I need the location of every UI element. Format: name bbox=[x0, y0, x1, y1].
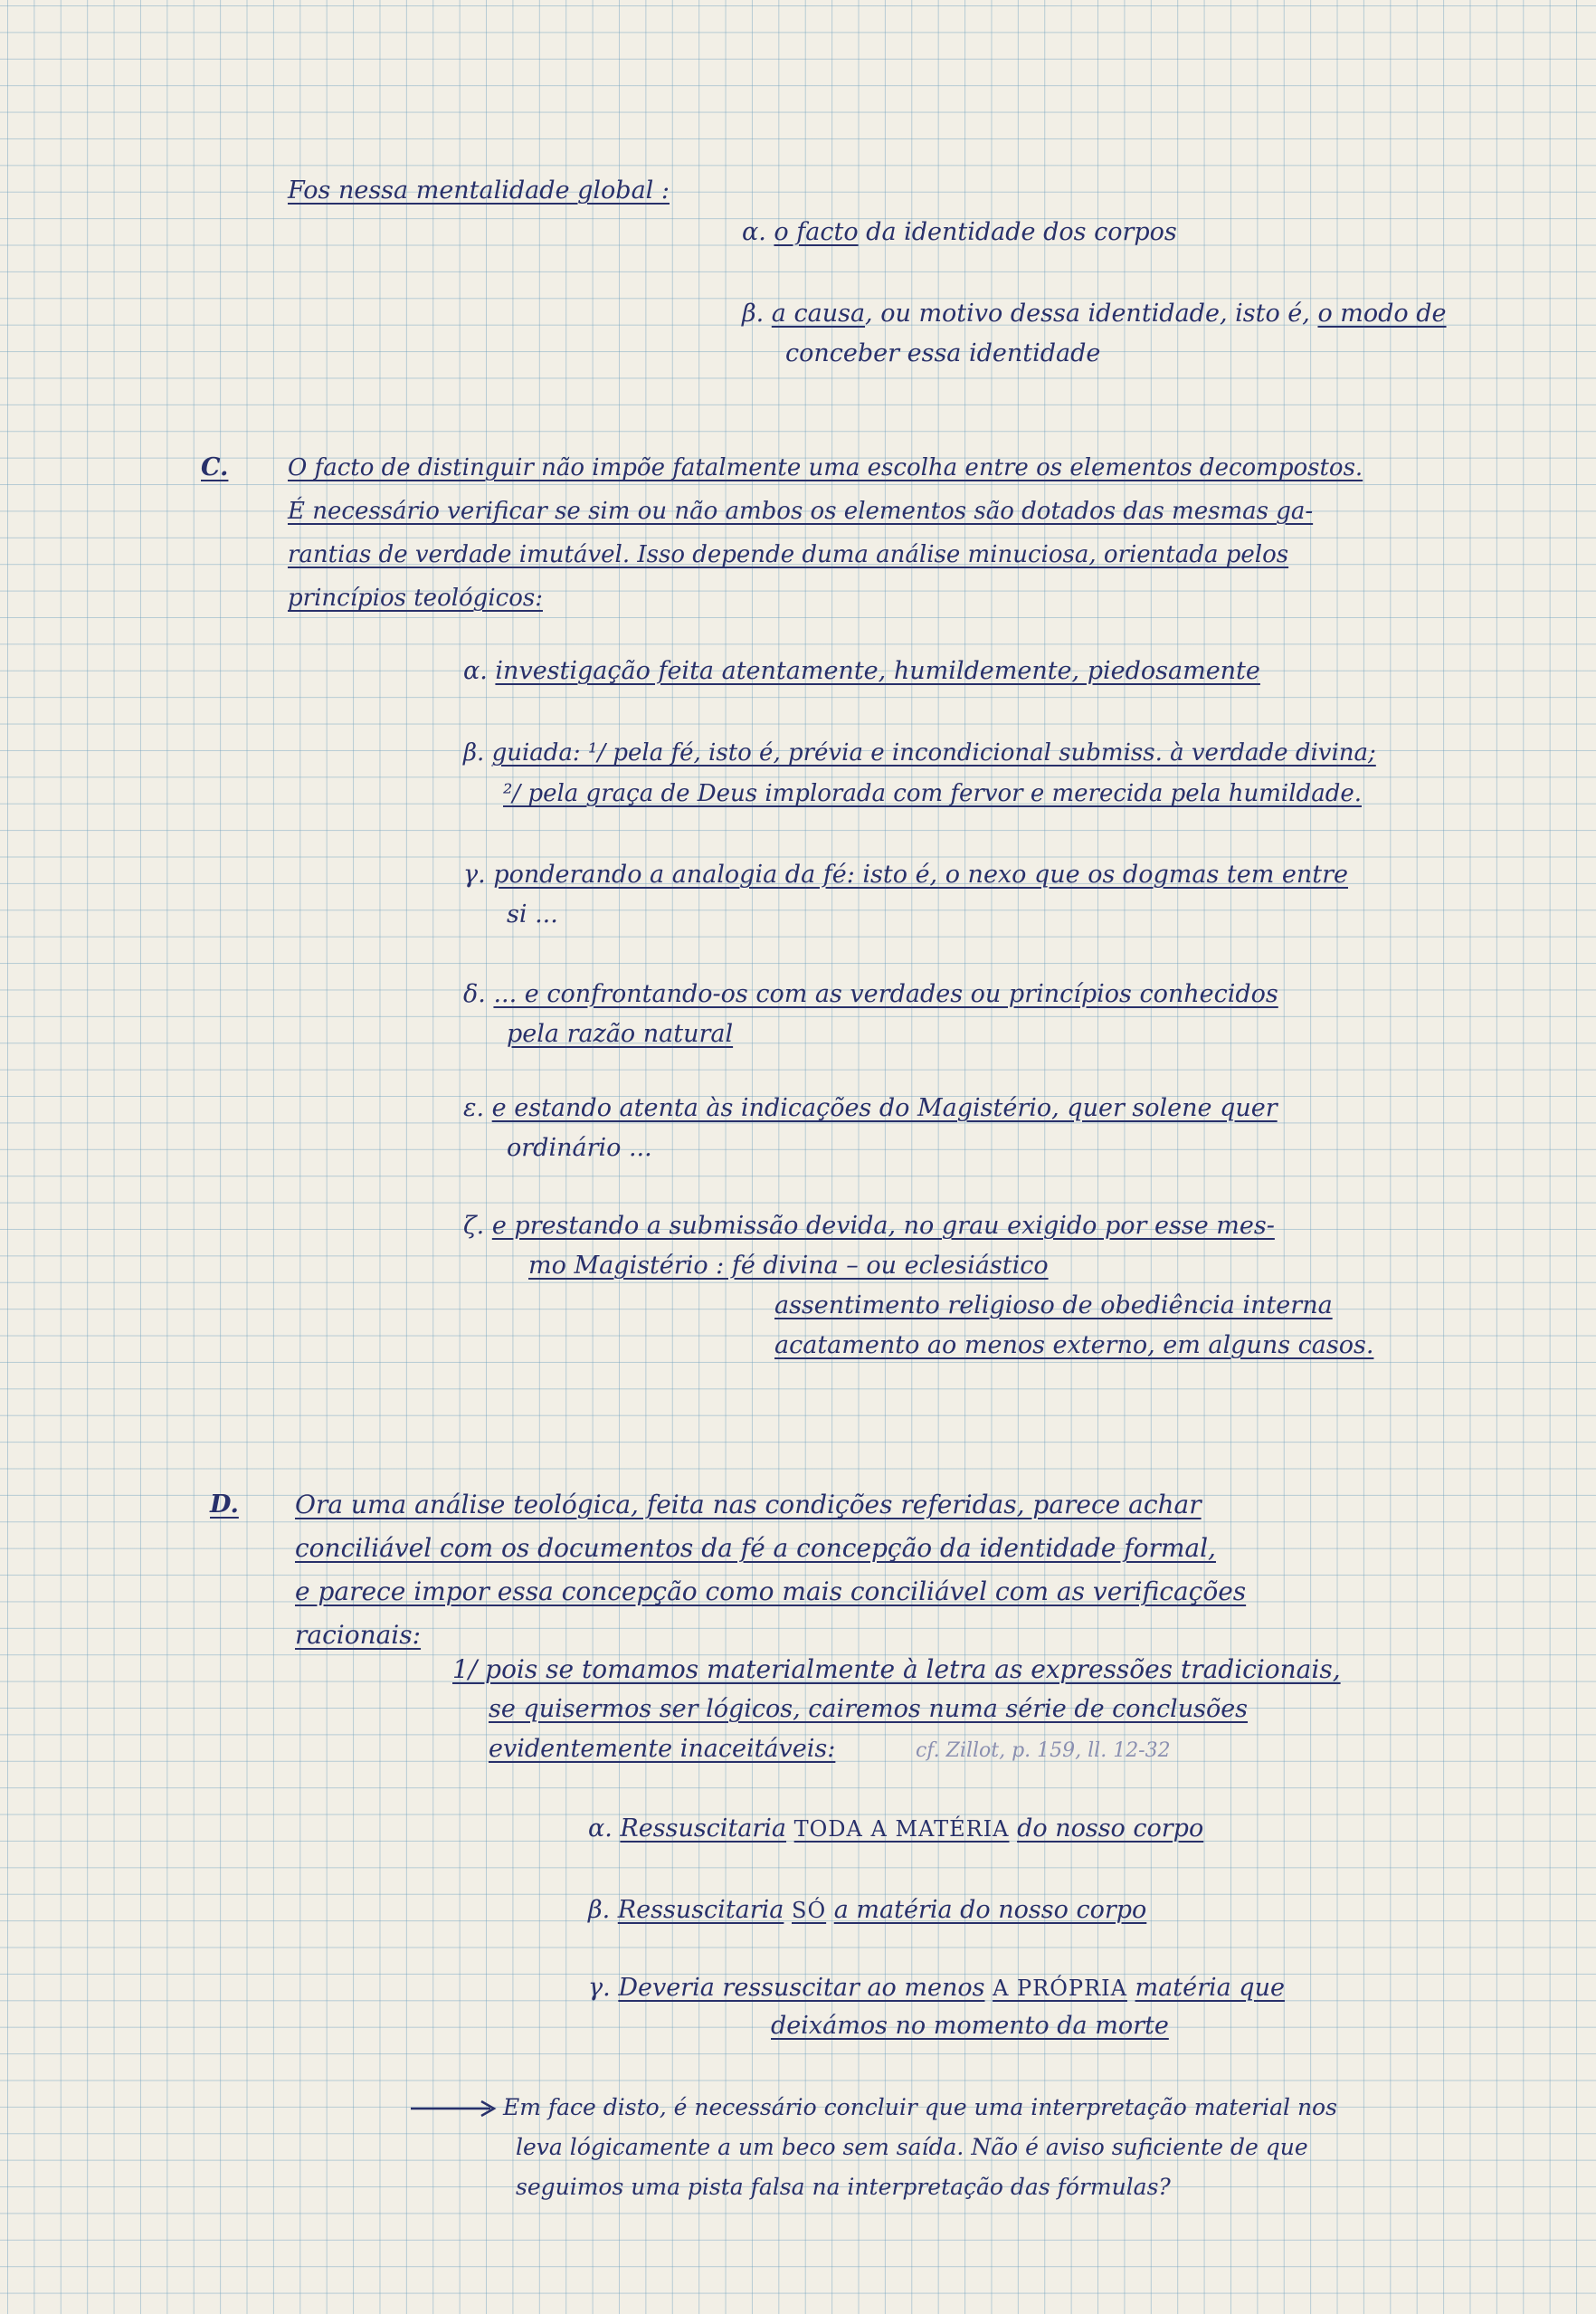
list-item-zeta-line4: acatamento ao menos externo, em alguns casos. bbox=[774, 1331, 1374, 1359]
consequence-alpha bbox=[588, 1814, 1203, 1844]
item-mark: γ. bbox=[463, 861, 486, 889]
list-item-delta-line2: pela razão natural bbox=[507, 1020, 734, 1048]
reasoning-text: evidentemente inaceitáveis: bbox=[489, 1735, 836, 1763]
item-mark: α. bbox=[463, 657, 488, 685]
item-mark: δ. bbox=[463, 980, 486, 1008]
section-d-label: D. bbox=[210, 1490, 239, 1519]
section-c-line: É necessário verificar se sim ou não ambos os elementos são dotados das mesmas ga- bbox=[288, 498, 1314, 525]
item-mark: ζ. bbox=[463, 1212, 485, 1240]
list-item-alpha bbox=[463, 656, 1260, 687]
section-d-line: conciliável com os documentos da fé a concepção da identidade formal, bbox=[295, 1533, 1216, 1563]
underlined-text: o facto bbox=[774, 218, 859, 246]
underlined-text: a causa bbox=[771, 300, 866, 328]
list-item-zeta-line3: assentimento religioso de obediência interna bbox=[774, 1291, 1333, 1319]
section-d-line: Ora uma análise teológica, feita nas condições referidas, parece achar bbox=[295, 1490, 1202, 1519]
emphasis-caps: A PRÓPRIA bbox=[993, 1976, 1127, 2001]
item-text: Ressuscitaria bbox=[620, 1814, 787, 1843]
list-item-zeta bbox=[463, 1211, 1275, 1242]
emphasis-caps: TODA A MATÉRIA bbox=[793, 1816, 1010, 1842]
list-item-gamma bbox=[463, 860, 1348, 890]
section-d-line: e parece impor essa concepção como mais conciliável com as verificações bbox=[295, 1576, 1247, 1606]
section-c-line: O facto de distinguir não impõe fatalmente uma escolha entre os elementos decompostos. bbox=[288, 454, 1363, 481]
list-item-epsilon-line2: ordinário ... bbox=[507, 1134, 652, 1162]
item-text: matéria que bbox=[1135, 1974, 1285, 2002]
item-text: Ressuscitaria bbox=[617, 1896, 784, 1924]
item-text: da identidade dos corpos bbox=[858, 218, 1177, 246]
item-mark: α. bbox=[742, 218, 766, 246]
section-c-line: rantias de verdade imutável. Isso depende duma análise minuciosa, orientada pelos bbox=[288, 541, 1289, 568]
underlined-text: o modo de bbox=[1317, 300, 1447, 328]
item-text: Deveria ressuscitar ao menos bbox=[618, 1974, 985, 2002]
consequence-gamma-line2: deixámos no momento da morte bbox=[771, 2012, 1169, 2040]
reasoning-line: 1/ pois se tomamos materialmente à letra as expressões tradicionais, bbox=[452, 1654, 1341, 1684]
item-mark: γ. bbox=[588, 1974, 611, 2002]
intro-beta bbox=[742, 299, 1447, 329]
list-item-beta bbox=[463, 738, 1376, 768]
arrow-icon bbox=[409, 2098, 499, 2119]
list-item-delta bbox=[463, 979, 1278, 1010]
section-d-line: racionais: bbox=[295, 1620, 422, 1650]
item-text: ... e confrontando-os com as verdades ou princípios conhecidos bbox=[493, 980, 1278, 1008]
section-c-label: C. bbox=[201, 453, 229, 481]
item-mark: β. bbox=[463, 739, 485, 767]
list-item-zeta-line2: mo Magistério : fé divina – ou eclesiástico bbox=[528, 1252, 1049, 1280]
conclusion-line: Em face disto, é necessário concluir que uma interpretação material nos bbox=[503, 2094, 1337, 2120]
item-mark: ε. bbox=[463, 1094, 485, 1122]
item-text: , ou motivo dessa identidade, isto é, bbox=[865, 300, 1310, 328]
item-text: ponderando a analogia da fé: isto é, o nexo que os dogmas tem entre bbox=[493, 861, 1348, 889]
consequence-gamma bbox=[588, 1973, 1285, 2004]
list-item-epsilon bbox=[463, 1093, 1278, 1124]
intro-alpha bbox=[742, 217, 1177, 248]
consequence-beta bbox=[588, 1895, 1146, 1926]
reasoning-line bbox=[489, 1734, 1171, 1766]
item-text: a matéria do nosso corpo bbox=[833, 1896, 1147, 1924]
item-mark: β. bbox=[742, 300, 765, 328]
item-text: e estando atenta às indicações do Magistério, quer solene quer bbox=[491, 1094, 1278, 1122]
intro-line: Fos nessa mentalidade global : bbox=[288, 176, 670, 205]
item-text: e prestando a submissão devida, no grau exigido por esse mes- bbox=[491, 1212, 1275, 1240]
item-mark: α. bbox=[588, 1814, 613, 1843]
section-c-line: princípios teológicos: bbox=[288, 585, 543, 612]
conclusion-line: seguimos uma pista falsa na interpretação das fórmulas? bbox=[516, 2174, 1171, 2200]
list-item-gamma-line2: si ... bbox=[507, 900, 558, 928]
intro-beta-line2: conceber essa identidade bbox=[785, 339, 1101, 367]
item-text: investigação feita atentamente, humildemente, piedosamente bbox=[495, 657, 1260, 685]
emphasis-caps: SÓ bbox=[792, 1898, 827, 1923]
conclusion-line: leva lógicamente a um beco sem saída. Não é aviso suficiente de que bbox=[516, 2134, 1308, 2160]
item-mark: β. bbox=[588, 1896, 611, 1924]
item-text: guiada: ¹/ pela fé, isto é, prévia e incondicional submiss. à verdade divina; bbox=[491, 739, 1376, 767]
list-item-beta-line2: ²/ pela graça de Deus implorada com fervor e merecida pela humildade. bbox=[503, 780, 1362, 807]
item-text: do nosso corpo bbox=[1017, 1814, 1204, 1843]
reasoning-line: se quisermos ser lógicos, cairemos numa série de conclusões bbox=[489, 1695, 1249, 1723]
reference-note: cf. Zillot, p. 159, ll. 12-32 bbox=[915, 1739, 1171, 1762]
